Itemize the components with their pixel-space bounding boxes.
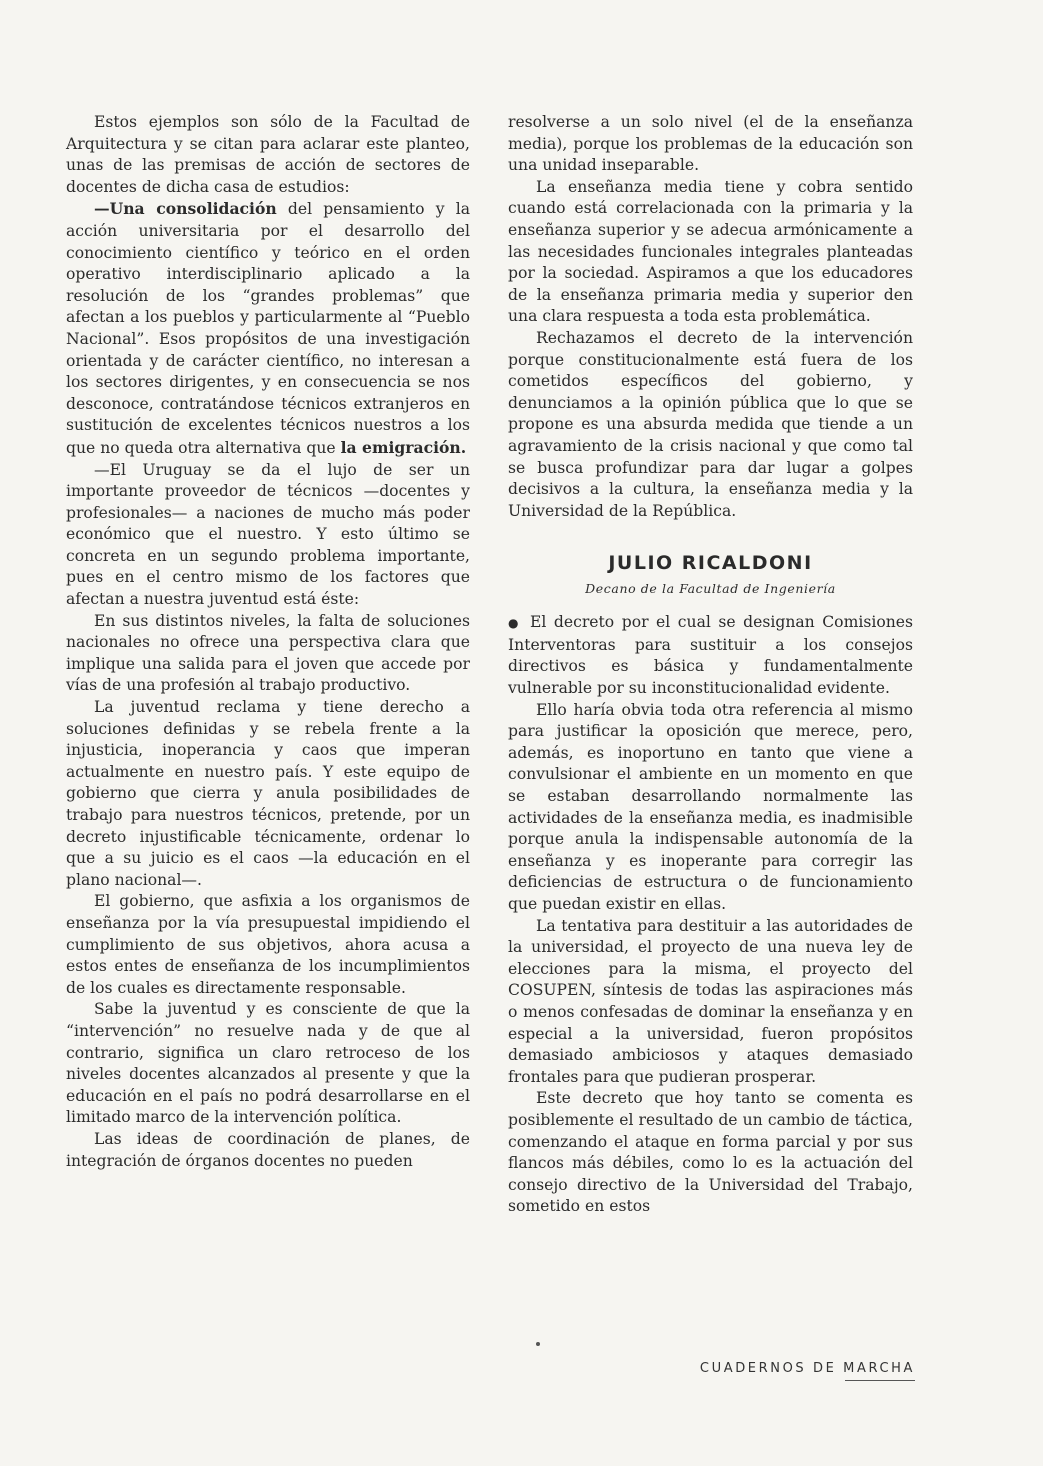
paragraph: En sus distintos niveles, la falta de soluciones nacionales no ofrece una perspectiva clara que implique una salida para el joven que accede por vías de una profesión al trabajo productivo. bbox=[66, 611, 470, 695]
paragraph: La juventud reclama y tiene derecho a soluciones definidas y se rebela frente a la injusticia, inoperancia y caos que imperan actualmente en nuestro país. Y este equipo de gobierno que cierra y anula posibilidades de trabajo para nuestros técnicos, pretende, por un decreto injustificable técnicamente, ordenar lo que a su juicio es el caos —la educación en el plano nacional—. bbox=[66, 698, 470, 889]
paragraph bbox=[508, 612, 913, 699]
bold-phrase: la emigración. bbox=[340, 437, 467, 457]
left-column bbox=[66, 112, 470, 1172]
dot-mark bbox=[536, 1342, 540, 1346]
paragraph: El gobierno, que asfixia a los organismos de enseñanza por la vía presupuestal impidiendo el cumplimiento de sus objetivos, ahora acusa a estos entes de enseñanza de los incumplimientos de los cuales es directamente responsable. bbox=[66, 892, 470, 997]
author-role: Decano de la Facultad de Ingeniería bbox=[585, 581, 836, 597]
paragraph: resolverse a un solo nivel (el de la enseñanza media), porque los problemas de la educación son una unidad inseparable. bbox=[508, 113, 913, 175]
paragraph: Estos ejemplos son sólo de la Facultad de Arquitectura y se citan para aclarar este planteo, unas de las premisas de acción de sectores de docentes de dicha casa de estudios: bbox=[66, 113, 470, 196]
paragraph: —El Uruguay se da el lujo de ser un importante proveedor de técnicos —docentes y profesionales— a naciones de mucho más poder económico que el nuestro. Y esto último se concreta en un segundo problema importante, pues en el centro mismo de los factores que afectan a nuestra juventud está éste: bbox=[66, 460, 470, 609]
paragraph-text: El decreto por el cual se designan Comisiones Interventoras para sustituir a los consejos directivos es básica y fundamentalmente vulnerable por su inconstitucionalidad evidente. bbox=[508, 613, 913, 698]
right-column bbox=[508, 112, 913, 1218]
paragraph: La enseñanza media tiene y cobra sentido cuando está correlacionada con la primaria y la enseñanza superior y se adecua armónicamente a las necesidades funcionales integrales planteadas por la sociedad. Aspiramos a que los educadores de la enseñanza primaria media y superior den una clara respuesta a toda esta problemática. bbox=[508, 177, 913, 326]
paragraph: Rechazamos el decreto de la intervención porque constitucionalmente está fuera de los cometidos específicos del gobierno, y denunciamos a la opinión pública que lo que se propone es una absurda medida que tiende a un agravamiento de la crisis nacional y que como tal se busca profundizar para dar lugar a golpes decisivos a la cultura, la enseñanza media y la Universidad de la República. bbox=[508, 328, 913, 520]
paragraph: Ello haría obvia toda otra referencia al mismo para justificar la oposición que merece, pero, además, es inoportuno en tanto que viene a convulsionar el ambiente en un momento en que se estaban desarrollando normalmente las actividades de la enseñanza media, es inadmisible porque anula la indispensable autonomía de la enseñanza y es inoperante para corregir las deficiencias de estructura o de funcionamiento que puedan existir en ellas. bbox=[508, 700, 913, 913]
bold-phrase: —Una consolidación bbox=[94, 199, 277, 219]
paragraph bbox=[66, 198, 470, 459]
author-name: JULIO RICALDONI bbox=[608, 552, 813, 575]
paragraph: Este decreto que hoy tanto se comenta es posiblemente el resultado de un cambio de táctica, comenzando el ataque en forma parcial y por sus flancos más débiles, como lo es la actuación del consejo directivo de la Universidad del Trabajo, sometido en estos bbox=[508, 1089, 913, 1216]
paragraph-text: del pensamiento y la acción universitaria por el desarrollo del conocimiento científico y teórico en el orden operativo interdisciplinario aplicado a la resolución de los “grandes problemas” que afectan a los pueblos y particularmente al “Pueblo Nacional”. Esos propósitos de una investigación orientada y de carácter científico, no interesan a los sectores dirigentes, y en consecuencia se nos desconoce, contratándose técnicos extranjeros en sustitución de excelentes técnicos nuestros a los que no queda otra alternativa que bbox=[66, 200, 470, 457]
paragraph: La tentativa para destituir a las autoridades de la universidad, el proyecto de una nueva ley de elecciones para la misma, el proyecto del COSUPEN, síntesis de todas las aspiraciones más o menos confesadas de dominar la enseñanza y en especial a la universidad, fueron propósitos demasiado ambiciosos y ataques demasiado frontales para que pudieran prosperar. bbox=[508, 916, 913, 1086]
paragraph: Sabe la juventud y es consciente de que la “intervención” no resuelve nada y de que al contrario, significa un claro retroceso de los niveles docentes alcanzados al presente y que la educación en el país no podrá desarrollarse en el limitado marco de la intervención política. bbox=[66, 1000, 470, 1127]
footer-underline bbox=[845, 1380, 915, 1381]
paragraph: Las ideas de coordinación de planes, de integración de órganos docentes no pueden bbox=[66, 1129, 470, 1170]
publication-footer: CUADERNOS DE MARCHA bbox=[699, 1361, 915, 1376]
bullet-icon: ● bbox=[508, 616, 519, 631]
